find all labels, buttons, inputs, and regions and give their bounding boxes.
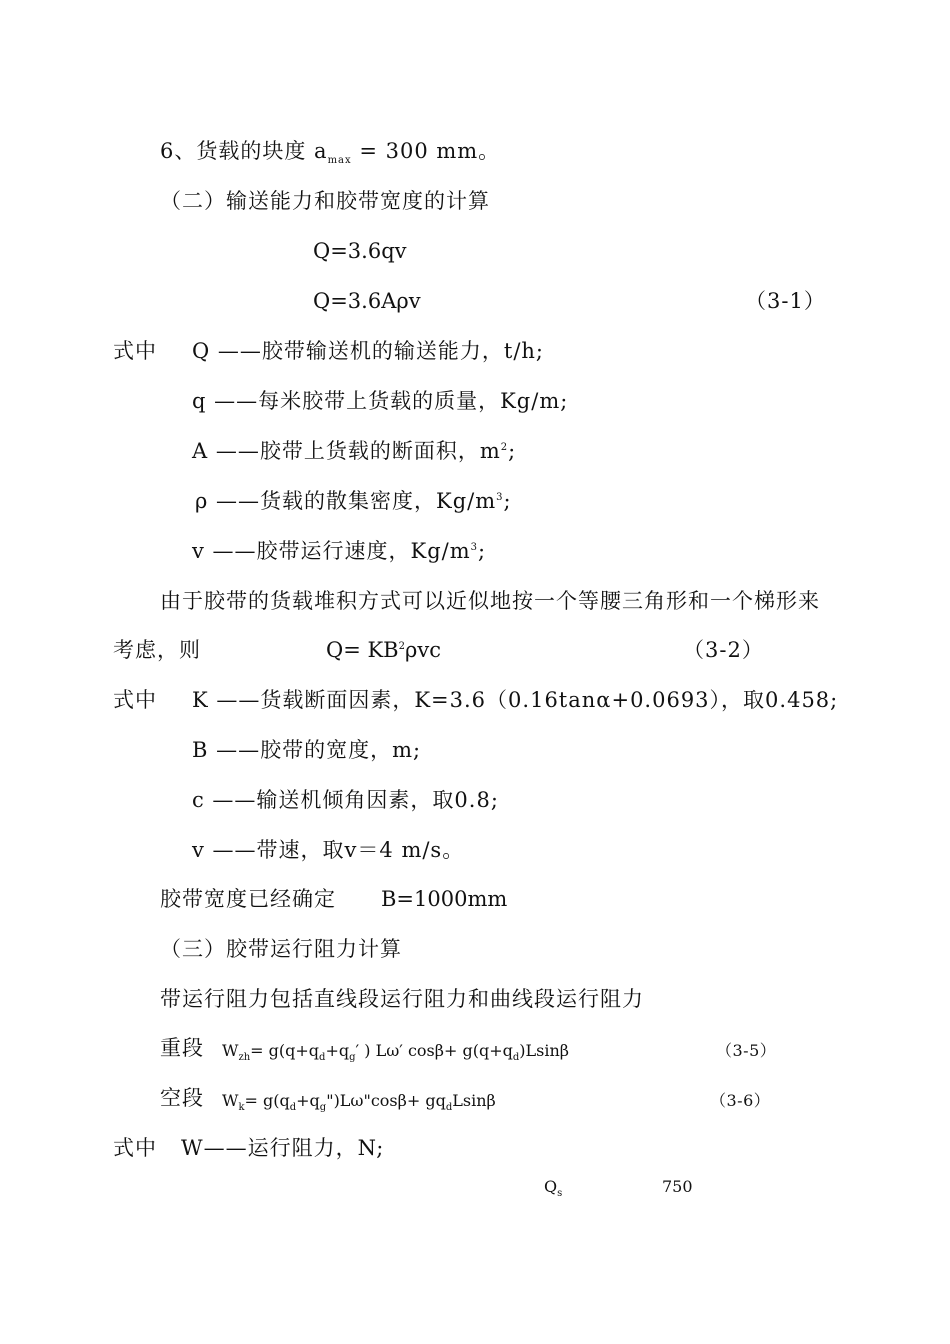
empty-section-equation — [222, 1087, 496, 1115]
paragraph-1-continued: 考虑，则 — [113, 638, 201, 662]
equation-q-36qv: Q=3.6qv — [313, 239, 407, 263]
empty-part-a: = g(q — [244, 1091, 290, 1110]
heavy-part-c-sub: d — [512, 1052, 520, 1064]
empty-part-d: Lsinβ — [452, 1091, 496, 1110]
empty-part-c-sub: d — [445, 1102, 453, 1114]
item-6 — [160, 137, 500, 165]
heavy-part-c: ′ ) Lω′ cosβ+ g(q+q — [355, 1041, 513, 1060]
def-K: K ——货载断面因素，K=3.6（0.16tanα+0.0693），取0.458; — [192, 688, 839, 712]
def-c: c ——输送机倾角因素，取0.8; — [192, 788, 499, 812]
def-A — [192, 437, 516, 465]
heavy-part-a-sub: d — [319, 1052, 326, 1064]
empty-part-c: ")Lω"cosβ+ gq — [326, 1091, 446, 1110]
equation-q-kb2-text: Q= KB — [326, 638, 399, 662]
empty-W: W — [222, 1091, 239, 1110]
section-2-title: （二）输送能力和胶带宽度的计算 — [160, 189, 490, 213]
paragraph-2: 带运行阻力包括直线段运行阻力和曲线段运行阻力 — [160, 987, 644, 1011]
def-v-sup: 3 — [470, 542, 479, 553]
heavy-part-a: = g(q+q — [250, 1041, 320, 1060]
def-v-suffix: ; — [478, 539, 487, 563]
def-rho-suffix: ; — [503, 489, 512, 513]
def-A-sup: 2 — [500, 442, 509, 453]
def-v — [192, 537, 486, 565]
def-B: B ——胶带的宽度，m; — [192, 738, 422, 762]
heavy-W: W — [222, 1041, 239, 1060]
fragment-Q: Q — [544, 1177, 558, 1196]
equation-q-kb2 — [326, 636, 441, 664]
def-Q: Q ——胶带输送机的输送能力，t/h; — [192, 339, 545, 363]
empty-section-label: 空段 — [160, 1086, 204, 1110]
paragraph-1: 由于胶带的货载堆积方式可以近似地按一个等腰三角形和一个梯形来 — [160, 589, 820, 613]
empty-part-b: +q — [296, 1091, 320, 1110]
def-q: q ——每米胶带上货载的质量，Kg/m; — [192, 389, 569, 413]
empty-part-b-sub: g — [319, 1102, 327, 1114]
def-v-text: v ——胶带运行速度，Kg/m — [192, 539, 471, 563]
where-label: 式中 — [113, 339, 157, 363]
where-label-2: 式中 — [113, 688, 157, 712]
equation-tag-3-2: （3-2） — [683, 638, 764, 662]
def-A-text: A ——胶带上货载的断面积，m — [192, 439, 501, 463]
belt-width-text: 胶带宽度已经确定 — [160, 887, 336, 911]
def-rho — [195, 487, 512, 515]
def-W: W——运行阻力，N; — [181, 1136, 385, 1160]
section-3-title: （三）胶带运行阻力计算 — [160, 937, 402, 961]
equation-q-kb2-suffix: ρvc — [404, 638, 441, 662]
def-rho-sup: 3 — [496, 492, 504, 503]
belt-width-value: B=1000mm — [381, 887, 508, 911]
heavy-part-b: +q — [325, 1041, 350, 1060]
fragment-750: 750 — [662, 1177, 693, 1196]
fragment-Qs — [544, 1173, 562, 1201]
def-v-speed: v ——带速，取v＝4 m/s。 — [192, 838, 465, 862]
fragment-Q-sub: s — [557, 1188, 563, 1200]
heavy-part-b-sub: g — [349, 1052, 356, 1064]
heavy-W-sub: zh — [238, 1052, 251, 1064]
equation-q-kb2-sup: 2 — [398, 641, 405, 652]
equation-tag-3-5: （3-5） — [716, 1041, 777, 1060]
item-6-text: 6、货载的块度 a — [160, 139, 328, 163]
def-A-suffix: ; — [508, 439, 517, 463]
equation-tag-3-6: （3-6） — [710, 1091, 771, 1110]
empty-W-sub: k — [238, 1102, 245, 1114]
item-6-suffix: = 300 mm。 — [351, 139, 501, 163]
equation-q-36arhov: Q=3.6Aρv — [313, 289, 421, 313]
heavy-section-equation — [222, 1037, 569, 1065]
item-6-sub: max — [327, 155, 352, 167]
where-label-3: 式中 — [113, 1136, 157, 1160]
empty-part-a-sub: d — [289, 1102, 297, 1114]
heavy-part-d: )Lsinβ — [519, 1041, 570, 1060]
equation-tag-3-1: （3-1） — [745, 289, 826, 313]
def-rho-text: ρ ——货载的散集密度，Kg/m — [195, 489, 497, 513]
heavy-section-label: 重段 — [160, 1036, 204, 1060]
